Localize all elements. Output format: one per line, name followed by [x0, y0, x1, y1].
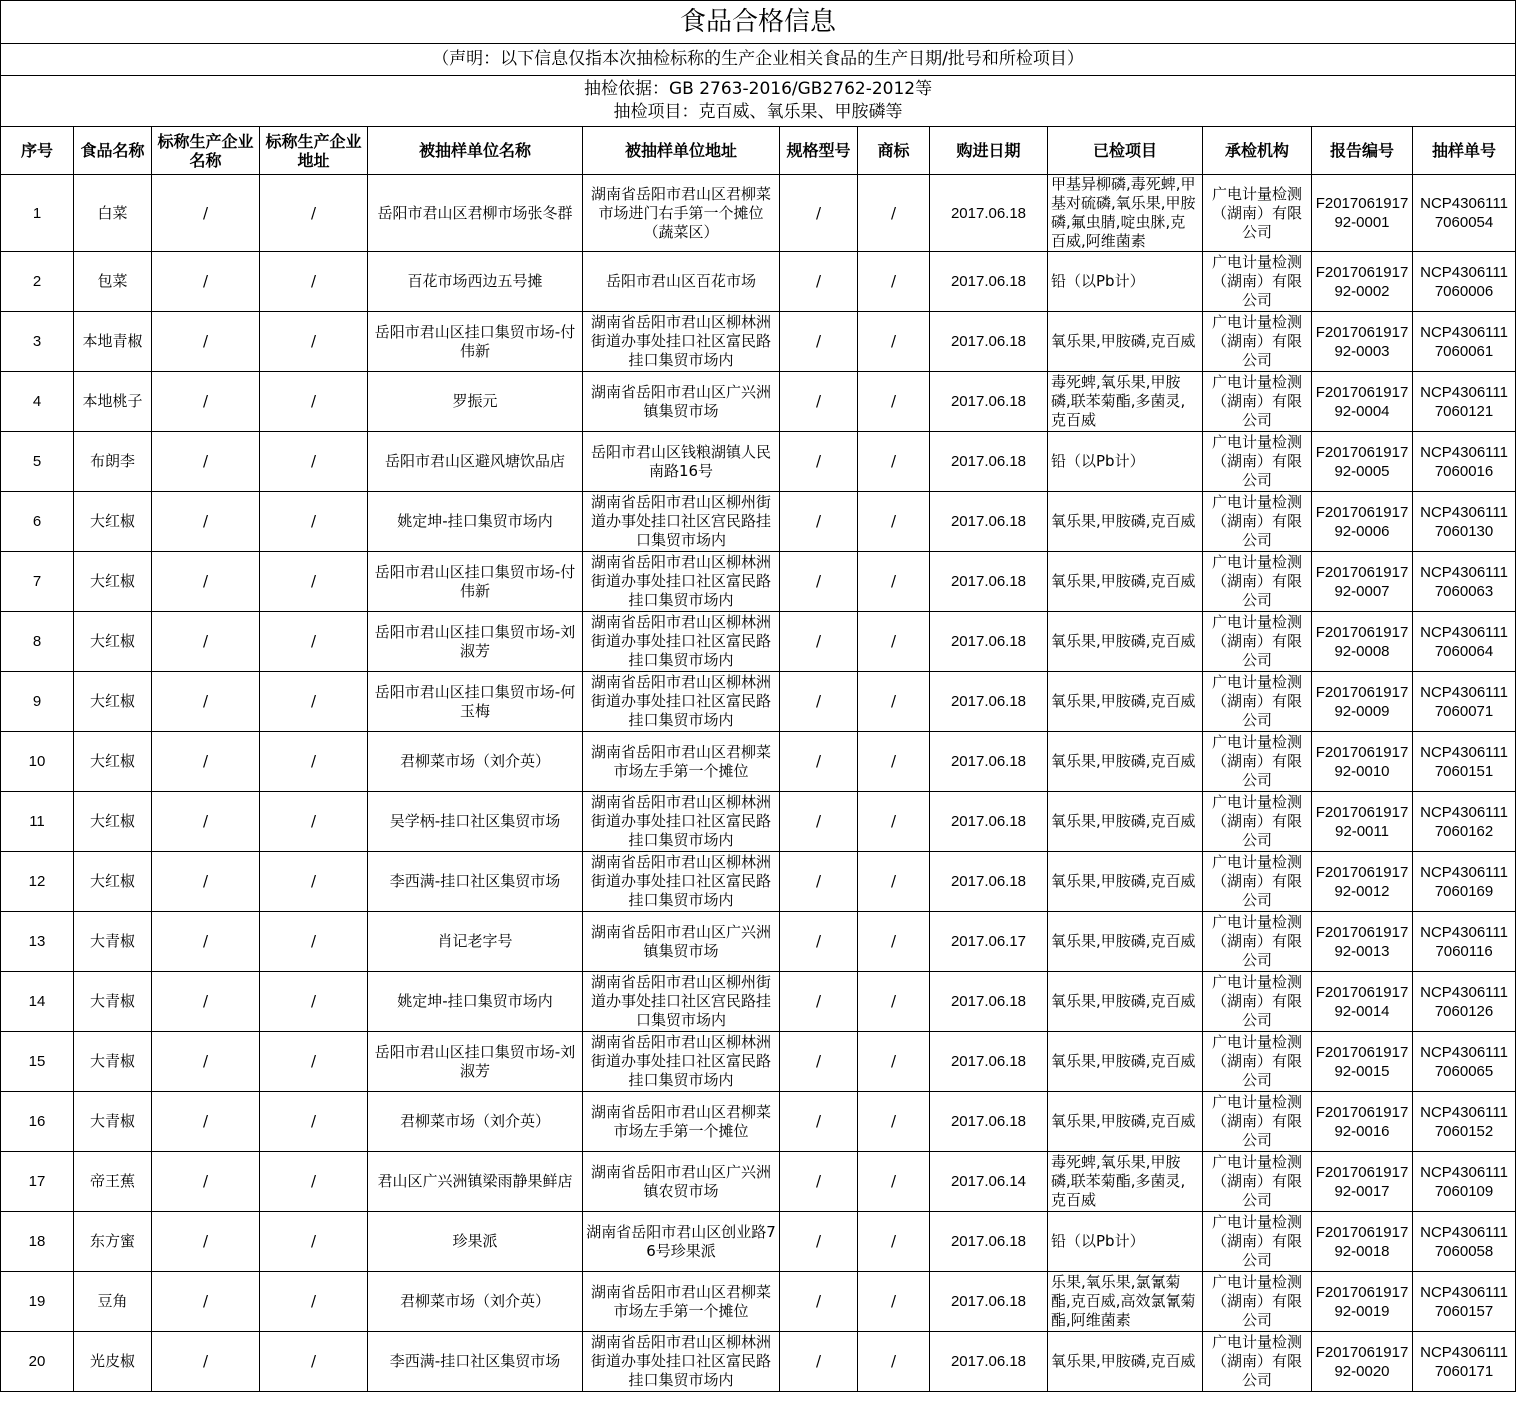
table-row [1, 492, 1516, 552]
cell-mfr-address: / [260, 912, 368, 972]
cell-testing-org: 广电计量检测（湖南）有限公司 [1203, 912, 1312, 972]
page-title: 食品合格信息 [1, 1, 1516, 44]
cell-mfr-address: / [260, 612, 368, 672]
cell-mfr-address: / [260, 1152, 368, 1212]
cell-sampled-unit-address: 湖南省岳阳市君山区柳林洲街道办事处挂口社区富民路挂口集贸市场内 [583, 672, 780, 732]
cell-sampled-unit-address: 湖南省岳阳市君山区柳林洲街道办事处挂口社区富民路挂口集贸市场内 [583, 852, 780, 912]
inspection-basis [1, 76, 1516, 127]
cell-mfr-address: / [260, 432, 368, 492]
cell-sampled-unit-name: 岳阳市君山区避风塘饮品店 [368, 432, 583, 492]
cell-tested-items: 铅（以Pb计） [1048, 252, 1203, 312]
table-header [1, 127, 1516, 175]
cell-mfr-name: / [152, 252, 260, 312]
cell-purchase-date: 2017.06.18 [930, 252, 1048, 312]
table-row [1, 1272, 1516, 1332]
cell-sampled-unit-name: 姚定坤-挂口集贸市场内 [368, 492, 583, 552]
cell-brand: / [858, 1332, 930, 1392]
table-row [1, 175, 1516, 252]
table-row [1, 312, 1516, 372]
cell-seq: 20 [1, 1332, 74, 1392]
cell-brand: / [858, 492, 930, 552]
cell-sampled-unit-address: 岳阳市君山区钱粮湖镇人民南路16号 [583, 432, 780, 492]
cell-brand: / [858, 1092, 930, 1152]
cell-food-name: 布朗李 [74, 432, 152, 492]
cell-purchase-date: 2017.06.18 [930, 432, 1048, 492]
cell-sampled-unit-name: 李西满-挂口社区集贸市场 [368, 1332, 583, 1392]
cell-brand: / [858, 1272, 930, 1332]
cell-testing-org: 广电计量检测（湖南）有限公司 [1203, 792, 1312, 852]
cell-brand: / [858, 852, 930, 912]
cell-purchase-date: 2017.06.18 [930, 312, 1048, 372]
cell-food-name: 大红椒 [74, 552, 152, 612]
cell-report-no: F201706191792-0004 [1312, 372, 1413, 432]
cell-sampled-unit-name: 李西满-挂口社区集贸市场 [368, 852, 583, 912]
table-row [1, 1032, 1516, 1092]
cell-brand: / [858, 312, 930, 372]
cell-mfr-name: / [152, 552, 260, 612]
cell-sample-no: NCP43061117060058 [1413, 1212, 1516, 1272]
cell-mfr-address: / [260, 1092, 368, 1152]
cell-sample-no: NCP43061117060169 [1413, 852, 1516, 912]
cell-sample-no: NCP43061117060162 [1413, 792, 1516, 852]
cell-sampled-unit-address: 湖南省岳阳市君山区柳林洲街道办事处挂口社区富民路挂口集贸市场内 [583, 792, 780, 852]
cell-spec: / [780, 1032, 858, 1092]
cell-sample-no: NCP43061117060130 [1413, 492, 1516, 552]
cell-mfr-name: / [152, 972, 260, 1032]
cell-sampled-unit-name: 罗振元 [368, 372, 583, 432]
cell-seq: 7 [1, 552, 74, 612]
cell-seq: 5 [1, 432, 74, 492]
cell-sampled-unit-address: 湖南省岳阳市君山区君柳菜市场左手第一个摊位 [583, 1272, 780, 1332]
cell-seq: 10 [1, 732, 74, 792]
cell-purchase-date: 2017.06.18 [930, 672, 1048, 732]
cell-sampled-unit-address: 湖南省岳阳市君山区柳州街道办事处挂口社区宫民路挂口集贸市场内 [583, 972, 780, 1032]
cell-seq: 12 [1, 852, 74, 912]
cell-sample-no: NCP43061117060151 [1413, 732, 1516, 792]
cell-sampled-unit-name: 君柳菜市场（刘介英） [368, 1272, 583, 1332]
cell-testing-org: 广电计量检测（湖南）有限公司 [1203, 1272, 1312, 1332]
cell-sampled-unit-address: 湖南省岳阳市君山区柳林洲街道办事处挂口社区富民路挂口集贸市场内 [583, 1332, 780, 1392]
table-row [1, 252, 1516, 312]
cell-food-name: 大青椒 [74, 972, 152, 1032]
col-header: 序号 [1, 127, 74, 175]
cell-purchase-date: 2017.06.14 [930, 1152, 1048, 1212]
cell-tested-items: 氧乐果,甲胺磷,克百威 [1048, 1092, 1203, 1152]
cell-sample-no: NCP43061117060152 [1413, 1092, 1516, 1152]
cell-sample-no: NCP43061117060071 [1413, 672, 1516, 732]
cell-seq: 2 [1, 252, 74, 312]
cell-tested-items: 氧乐果,甲胺磷,克百威 [1048, 672, 1203, 732]
cell-report-no: F201706191792-0008 [1312, 612, 1413, 672]
cell-seq: 18 [1, 1212, 74, 1272]
cell-sampled-unit-name: 岳阳市君山区挂口集贸市场-付伟新 [368, 552, 583, 612]
cell-mfr-address: / [260, 372, 368, 432]
cell-sampled-unit-address: 湖南省岳阳市君山区柳林洲街道办事处挂口社区富民路挂口集贸市场内 [583, 1032, 780, 1092]
cell-tested-items: 氧乐果,甲胺磷,克百威 [1048, 552, 1203, 612]
cell-sampled-unit-address: 湖南省岳阳市君山区创业路76号珍果派 [583, 1212, 780, 1272]
col-header: 商标 [858, 127, 930, 175]
cell-mfr-name: / [152, 1272, 260, 1332]
cell-mfr-address: / [260, 1332, 368, 1392]
cell-spec: / [780, 732, 858, 792]
cell-sampled-unit-address: 湖南省岳阳市君山区君柳菜市场左手第一个摊位 [583, 732, 780, 792]
cell-seq: 15 [1, 1032, 74, 1092]
cell-mfr-address: / [260, 792, 368, 852]
cell-spec: / [780, 1272, 858, 1332]
cell-seq: 17 [1, 1152, 74, 1212]
cell-mfr-address: / [260, 852, 368, 912]
cell-brand: / [858, 1032, 930, 1092]
cell-brand: / [858, 912, 930, 972]
cell-report-no: F201706191792-0012 [1312, 852, 1413, 912]
cell-seq: 3 [1, 312, 74, 372]
cell-spec: / [780, 1092, 858, 1152]
cell-brand: / [858, 612, 930, 672]
table-row [1, 1152, 1516, 1212]
cell-purchase-date: 2017.06.17 [930, 912, 1048, 972]
cell-spec: / [780, 1212, 858, 1272]
cell-sampled-unit-address: 湖南省岳阳市君山区广兴洲镇集贸市场 [583, 372, 780, 432]
cell-report-no: F201706191792-0002 [1312, 252, 1413, 312]
cell-food-name: 大红椒 [74, 792, 152, 852]
table-row [1, 612, 1516, 672]
cell-mfr-address: / [260, 175, 368, 252]
cell-mfr-name: / [152, 732, 260, 792]
cell-brand: / [858, 1152, 930, 1212]
cell-food-name: 大红椒 [74, 852, 152, 912]
cell-report-no: F201706191792-0014 [1312, 972, 1413, 1032]
cell-mfr-address: / [260, 732, 368, 792]
cell-sample-no: NCP43061117060171 [1413, 1332, 1516, 1392]
cell-report-no: F201706191792-0017 [1312, 1152, 1413, 1212]
cell-mfr-address: / [260, 252, 368, 312]
cell-seq: 16 [1, 1092, 74, 1152]
cell-report-no: F201706191792-0019 [1312, 1272, 1413, 1332]
cell-report-no: F201706191792-0015 [1312, 1032, 1413, 1092]
cell-sampled-unit-address: 湖南省岳阳市君山区柳林洲街道办事处挂口社区富民路挂口集贸市场内 [583, 612, 780, 672]
cell-food-name: 大红椒 [74, 612, 152, 672]
cell-tested-items: 氧乐果,甲胺磷,克百威 [1048, 492, 1203, 552]
cell-testing-org: 广电计量检测（湖南）有限公司 [1203, 1212, 1312, 1272]
cell-food-name: 大青椒 [74, 1032, 152, 1092]
cell-spec: / [780, 252, 858, 312]
cell-mfr-name: / [152, 792, 260, 852]
cell-mfr-name: / [152, 612, 260, 672]
cell-food-name: 大红椒 [74, 672, 152, 732]
cell-tested-items: 铅（以Pb计） [1048, 432, 1203, 492]
col-header: 抽样单号 [1413, 127, 1516, 175]
cell-mfr-address: / [260, 552, 368, 612]
declaration: （声明：以下信息仅指本次抽检标称的生产企业相关食品的生产日期/批号和所检项目） [1, 44, 1516, 76]
cell-tested-items: 氧乐果,甲胺磷,克百威 [1048, 912, 1203, 972]
cell-testing-org: 广电计量检测（湖南）有限公司 [1203, 492, 1312, 552]
cell-food-name: 本地桃子 [74, 372, 152, 432]
cell-testing-org: 广电计量检测（湖南）有限公司 [1203, 852, 1312, 912]
cell-testing-org: 广电计量检测（湖南）有限公司 [1203, 972, 1312, 1032]
cell-sampled-unit-name: 岳阳市君山区挂口集贸市场-付伟新 [368, 312, 583, 372]
cell-sampled-unit-address: 岳阳市君山区百花市场 [583, 252, 780, 312]
cell-sample-no: NCP43061117060061 [1413, 312, 1516, 372]
cell-report-no: F201706191792-0001 [1312, 175, 1413, 252]
cell-sampled-unit-name: 君山区广兴洲镇梁雨静果鲜店 [368, 1152, 583, 1212]
cell-testing-org: 广电计量检测（湖南）有限公司 [1203, 372, 1312, 432]
table-row [1, 432, 1516, 492]
cell-mfr-name: / [152, 852, 260, 912]
col-header: 被抽样单位名称 [368, 127, 583, 175]
cell-brand: / [858, 792, 930, 852]
cell-spec: / [780, 1152, 858, 1212]
col-header: 被抽样单位地址 [583, 127, 780, 175]
cell-food-name: 包菜 [74, 252, 152, 312]
cell-seq: 13 [1, 912, 74, 972]
cell-brand: / [858, 972, 930, 1032]
cell-mfr-name: / [152, 912, 260, 972]
cell-seq: 19 [1, 1272, 74, 1332]
cell-mfr-name: / [152, 175, 260, 252]
cell-mfr-name: / [152, 1332, 260, 1392]
cell-testing-org: 广电计量检测（湖南）有限公司 [1203, 552, 1312, 612]
cell-sampled-unit-address: 湖南省岳阳市君山区君柳菜市场进门右手第一个摊位（蔬菜区） [583, 175, 780, 252]
cell-spec: / [780, 912, 858, 972]
cell-spec: / [780, 492, 858, 552]
col-header: 购进日期 [930, 127, 1048, 175]
col-header: 报告编号 [1312, 127, 1413, 175]
col-header: 食品名称 [74, 127, 152, 175]
cell-sample-no: NCP43061117060065 [1413, 1032, 1516, 1092]
cell-purchase-date: 2017.06.18 [930, 732, 1048, 792]
cell-tested-items: 氧乐果,甲胺磷,克百威 [1048, 1032, 1203, 1092]
cell-seq: 4 [1, 372, 74, 432]
cell-mfr-address: / [260, 492, 368, 552]
cell-report-no: F201706191792-0007 [1312, 552, 1413, 612]
cell-mfr-address: / [260, 1032, 368, 1092]
cell-sampled-unit-address: 湖南省岳阳市君山区柳林洲街道办事处挂口社区富民路挂口集贸市场内 [583, 552, 780, 612]
cell-tested-items: 铅（以Pb计） [1048, 1212, 1203, 1272]
cell-seq: 9 [1, 672, 74, 732]
cell-food-name: 大青椒 [74, 912, 152, 972]
cell-testing-org: 广电计量检测（湖南）有限公司 [1203, 732, 1312, 792]
cell-brand: / [858, 372, 930, 432]
cell-testing-org: 广电计量检测（湖南）有限公司 [1203, 252, 1312, 312]
cell-sampled-unit-address: 湖南省岳阳市君山区君柳菜市场左手第一个摊位 [583, 1092, 780, 1152]
cell-mfr-address: / [260, 312, 368, 372]
cell-sample-no: NCP43061117060126 [1413, 972, 1516, 1032]
cell-report-no: F201706191792-0016 [1312, 1092, 1413, 1152]
col-header: 标称生产企业名称 [152, 127, 260, 175]
cell-food-name: 本地青椒 [74, 312, 152, 372]
cell-report-no: F201706191792-0006 [1312, 492, 1413, 552]
cell-sampled-unit-name: 肖记老字号 [368, 912, 583, 972]
cell-brand: / [858, 252, 930, 312]
cell-sampled-unit-address: 湖南省岳阳市君山区广兴洲镇农贸市场 [583, 1152, 780, 1212]
cell-brand: / [858, 672, 930, 732]
cell-spec: / [780, 1332, 858, 1392]
cell-sampled-unit-name: 百花市场西边五号摊 [368, 252, 583, 312]
cell-spec: / [780, 792, 858, 852]
cell-mfr-name: / [152, 312, 260, 372]
cell-sampled-unit-name: 岳阳市君山区挂口集贸市场-何玉梅 [368, 672, 583, 732]
cell-mfr-name: / [152, 432, 260, 492]
cell-purchase-date: 2017.06.18 [930, 372, 1048, 432]
cell-mfr-name: / [152, 672, 260, 732]
cell-mfr-name: / [152, 492, 260, 552]
cell-sample-no: NCP43061117060121 [1413, 372, 1516, 432]
cell-mfr-address: / [260, 1212, 368, 1272]
cell-food-name: 光皮椒 [74, 1332, 152, 1392]
cell-seq: 11 [1, 792, 74, 852]
cell-sample-no: NCP43061117060054 [1413, 175, 1516, 252]
cell-sample-no: NCP43061117060016 [1413, 432, 1516, 492]
cell-mfr-address: / [260, 972, 368, 1032]
cell-seq: 14 [1, 972, 74, 1032]
cell-purchase-date: 2017.06.18 [930, 972, 1048, 1032]
cell-sample-no: NCP43061117060006 [1413, 252, 1516, 312]
cell-mfr-address: / [260, 1272, 368, 1332]
cell-testing-org: 广电计量检测（湖南）有限公司 [1203, 1332, 1312, 1392]
cell-tested-items: 氧乐果,甲胺磷,克百威 [1048, 612, 1203, 672]
cell-food-name: 大红椒 [74, 492, 152, 552]
cell-brand: / [858, 432, 930, 492]
cell-sampled-unit-name: 君柳菜市场（刘介英） [368, 1092, 583, 1152]
cell-purchase-date: 2017.06.18 [930, 1212, 1048, 1272]
cell-mfr-name: / [152, 372, 260, 432]
cell-mfr-name: / [152, 1092, 260, 1152]
cell-testing-org: 广电计量检测（湖南）有限公司 [1203, 1092, 1312, 1152]
table-row [1, 732, 1516, 792]
col-header: 已检项目 [1048, 127, 1203, 175]
cell-food-name: 东方蜜 [74, 1212, 152, 1272]
cell-purchase-date: 2017.06.18 [930, 852, 1048, 912]
col-header: 标称生产企业地址 [260, 127, 368, 175]
cell-brand: / [858, 552, 930, 612]
cell-brand: / [858, 1212, 930, 1272]
cell-testing-org: 广电计量检测（湖南）有限公司 [1203, 672, 1312, 732]
cell-sampled-unit-address: 湖南省岳阳市君山区柳州街道办事处挂口社区宫民路挂口集贸市场内 [583, 492, 780, 552]
cell-sample-no: NCP43061117060063 [1413, 552, 1516, 612]
cell-sampled-unit-name: 岳阳市君山区挂口集贸市场-刘淑芳 [368, 1032, 583, 1092]
cell-food-name: 帝王蕉 [74, 1152, 152, 1212]
table-row [1, 972, 1516, 1032]
cell-sample-no: NCP43061117060116 [1413, 912, 1516, 972]
cell-spec: / [780, 552, 858, 612]
cell-purchase-date: 2017.06.18 [930, 1032, 1048, 1092]
cell-sampled-unit-address: 湖南省岳阳市君山区柳林洲街道办事处挂口社区富民路挂口集贸市场内 [583, 312, 780, 372]
table-row [1, 672, 1516, 732]
cell-sampled-unit-name: 岳阳市君山区君柳市场张冬群 [368, 175, 583, 252]
table-row [1, 1092, 1516, 1152]
cell-purchase-date: 2017.06.18 [930, 552, 1048, 612]
cell-tested-items: 氧乐果,甲胺磷,克百威 [1048, 732, 1203, 792]
cell-sample-no: NCP43061117060109 [1413, 1152, 1516, 1212]
cell-tested-items: 氧乐果,甲胺磷,克百威 [1048, 792, 1203, 852]
cell-report-no: F201706191792-0009 [1312, 672, 1413, 732]
cell-mfr-name: / [152, 1152, 260, 1212]
cell-purchase-date: 2017.06.18 [930, 1332, 1048, 1392]
cell-sampled-unit-name: 吴学柄-挂口社区集贸市场 [368, 792, 583, 852]
cell-food-name: 豆角 [74, 1272, 152, 1332]
cell-spec: / [780, 372, 858, 432]
cell-purchase-date: 2017.06.18 [930, 792, 1048, 852]
cell-tested-items: 毒死蜱,氧乐果,甲胺磷,联苯菊酯,多菌灵,克百威 [1048, 372, 1203, 432]
cell-seq: 1 [1, 175, 74, 252]
cell-food-name: 白菜 [74, 175, 152, 252]
cell-report-no: F201706191792-0013 [1312, 912, 1413, 972]
table-row [1, 912, 1516, 972]
cell-purchase-date: 2017.06.18 [930, 1092, 1048, 1152]
cell-spec: / [780, 972, 858, 1032]
cell-spec: / [780, 672, 858, 732]
cell-testing-org: 广电计量检测（湖南）有限公司 [1203, 175, 1312, 252]
cell-report-no: F201706191792-0010 [1312, 732, 1413, 792]
cell-mfr-name: / [152, 1032, 260, 1092]
table-row [1, 552, 1516, 612]
cell-tested-items: 毒死蜱,氧乐果,甲胺磷,联苯菊酯,多菌灵,克百威 [1048, 1152, 1203, 1212]
cell-mfr-address: / [260, 672, 368, 732]
cell-seq: 8 [1, 612, 74, 672]
cell-spec: / [780, 612, 858, 672]
cell-sampled-unit-name: 姚定坤-挂口集贸市场内 [368, 972, 583, 1032]
cell-testing-org: 广电计量检测（湖南）有限公司 [1203, 612, 1312, 672]
cell-tested-items: 氧乐果,甲胺磷,克百威 [1048, 1332, 1203, 1392]
cell-brand: / [858, 732, 930, 792]
cell-tested-items: 氧乐果,甲胺磷,克百威 [1048, 972, 1203, 1032]
cell-purchase-date: 2017.06.18 [930, 1272, 1048, 1332]
col-header: 承检机构 [1203, 127, 1312, 175]
cell-spec: / [780, 432, 858, 492]
cell-spec: / [780, 175, 858, 252]
cell-tested-items: 甲基异柳磷,毒死蜱,甲基对硫磷,氧乐果,甲胺磷,氟虫腈,啶虫脒,克百威,阿维菌素 [1048, 175, 1203, 252]
cell-purchase-date: 2017.06.18 [930, 175, 1048, 252]
cell-tested-items: 氧乐果,甲胺磷,克百威 [1048, 852, 1203, 912]
cell-sampled-unit-address: 湖南省岳阳市君山区广兴洲镇集贸市场 [583, 912, 780, 972]
cell-spec: / [780, 312, 858, 372]
table-row [1, 1212, 1516, 1272]
cell-spec: / [780, 852, 858, 912]
basis-text: 抽检依据：GB 2763-2016/GB2762-2012等 [583, 79, 933, 99]
cell-purchase-date: 2017.06.18 [930, 612, 1048, 672]
cell-report-no: F201706191792-0020 [1312, 1332, 1413, 1392]
cell-mfr-name: / [152, 1212, 260, 1272]
col-header: 规格型号 [780, 127, 858, 175]
cell-sampled-unit-name: 君柳菜市场（刘介英） [368, 732, 583, 792]
cell-report-no: F201706191792-0011 [1312, 792, 1413, 852]
cell-sample-no: NCP43061117060064 [1413, 612, 1516, 672]
cell-sampled-unit-name: 岳阳市君山区挂口集贸市场-刘淑芳 [368, 612, 583, 672]
cell-testing-org: 广电计量检测（湖南）有限公司 [1203, 1152, 1312, 1212]
table-row [1, 852, 1516, 912]
cell-testing-org: 广电计量检测（湖南）有限公司 [1203, 1032, 1312, 1092]
cell-tested-items: 氧乐果,甲胺磷,克百威 [1048, 312, 1203, 372]
table-row [1, 792, 1516, 852]
cell-brand: / [858, 175, 930, 252]
items-text: 抽检项目：克百威、氧乐果、甲胺磷等 [613, 102, 903, 122]
cell-sampled-unit-name: 珍果派 [368, 1212, 583, 1272]
cell-seq: 6 [1, 492, 74, 552]
cell-food-name: 大红椒 [74, 732, 152, 792]
cell-tested-items: 乐果,氧乐果,氯氰菊酯,克百威,高效氯氰菊酯,阿维菌素 [1048, 1272, 1203, 1332]
cell-sample-no: NCP43061117060157 [1413, 1272, 1516, 1332]
table-row [1, 1332, 1516, 1392]
cell-report-no: F201706191792-0018 [1312, 1212, 1413, 1272]
cell-testing-org: 广电计量检测（湖南）有限公司 [1203, 312, 1312, 372]
cell-testing-org: 广电计量检测（湖南）有限公司 [1203, 432, 1312, 492]
cell-report-no: F201706191792-0003 [1312, 312, 1413, 372]
cell-food-name: 大青椒 [74, 1092, 152, 1152]
table-row [1, 372, 1516, 432]
cell-report-no: F201706191792-0005 [1312, 432, 1413, 492]
cell-purchase-date: 2017.06.18 [930, 492, 1048, 552]
